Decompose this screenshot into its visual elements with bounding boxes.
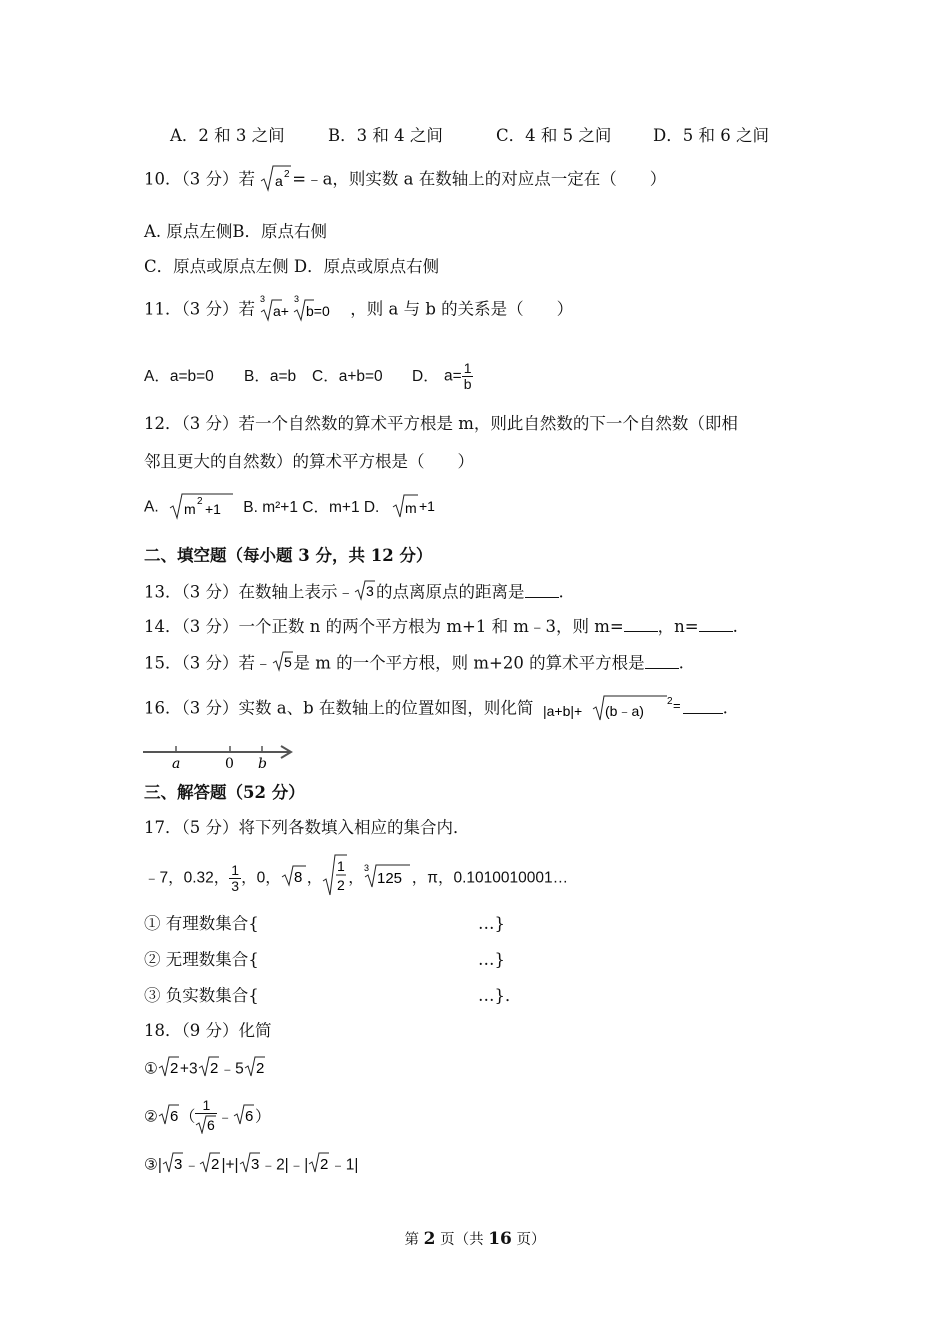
- q17-r125: 125: [376, 870, 402, 887]
- sqrt-6-b: [233, 1102, 255, 1133]
- q11-number: 11．（3 分）若: [144, 299, 255, 319]
- q14-pre: 14．（3 分）一个正数 n 的两个平方根为 m+1 和 m﹣3，则 m=: [144, 617, 624, 636]
- set-negative-label: ③ 负实数集合{: [144, 986, 259, 1005]
- sqrt-3-b: [239, 1150, 261, 1181]
- q11-option-d: D．: [412, 367, 439, 385]
- q17-numbers: [144, 853, 568, 904]
- q14-blank-n: [699, 617, 733, 632]
- q18-title: 18．（9 分）化简: [144, 1021, 272, 1040]
- set-negative-end: …}．: [478, 986, 522, 1005]
- footer-mid: 页（共: [435, 1232, 489, 1248]
- question-10: [144, 162, 666, 198]
- q18-e3-p2: ﹣: [183, 1156, 200, 1174]
- set-rational-label: ① 有理数集合{: [144, 914, 259, 933]
- q13-end: .: [558, 582, 564, 602]
- cbrt-125: [364, 861, 412, 896]
- q18-e1c: 2: [209, 1060, 218, 1077]
- q18-e2-den: 6: [207, 1117, 216, 1133]
- q17-frac-num: 1: [231, 862, 240, 878]
- q12-option-bcd: B. m²+1 C．m+1 D.: [243, 498, 380, 516]
- q16-expression: [543, 690, 683, 728]
- q15-blank: [645, 654, 679, 669]
- q12-options: [144, 488, 440, 527]
- q18-e3-p4: |+|: [221, 1156, 239, 1174]
- q18-e3-p0: |: [157, 1156, 162, 1174]
- q18-expr-1: [144, 1054, 266, 1085]
- q12-option-a: A.: [144, 498, 159, 516]
- q18-e3-p6: ﹣2|﹣|: [260, 1156, 309, 1174]
- q18-mark-3: ③: [144, 1156, 158, 1174]
- q18-e2-minus: ﹣: [217, 1108, 233, 1126]
- set-rational-end: …}: [478, 914, 505, 933]
- sqrt-a-squared: [260, 162, 292, 198]
- q18-e2-num: 1: [195, 1098, 217, 1114]
- q18-mark-1: ①: [144, 1060, 158, 1078]
- footer-total-pages: 16: [488, 1229, 512, 1249]
- q10-options-cd: C．原点或原点左侧 D．原点或原点右侧: [144, 257, 440, 276]
- set-irrational-end: …}: [478, 950, 505, 969]
- q13-radicand: 3: [366, 583, 374, 599]
- q11-option-d-lhs: a=: [444, 367, 462, 385]
- question-11: [144, 292, 573, 328]
- section-2-title: 二、填空题（每小题 3 分，共 12 分）: [144, 546, 433, 565]
- q18-e1e: 2: [255, 1060, 265, 1077]
- set-irrational-label: ② 无理数集合{: [144, 950, 259, 969]
- q11-option-c: C．a+b=0: [312, 367, 383, 385]
- sqrt-2-e: [308, 1150, 330, 1181]
- q12-plus-one: +1: [204, 501, 221, 517]
- q12-d-radicand: m: [404, 500, 417, 516]
- q15-radicand: 5: [283, 654, 292, 670]
- sqrt-8: [281, 863, 307, 894]
- q9-option-a: A．2 和 3 之间: [170, 126, 285, 145]
- q10-options-ab: A. 原点左侧B．原点右侧: [144, 222, 328, 241]
- footer-post: 页）: [511, 1232, 546, 1248]
- q18-e2-paren: （: [179, 1108, 196, 1126]
- q17-rf-den: 2: [337, 877, 346, 893]
- sqrt-m-squared-plus-1: [169, 488, 235, 527]
- q17-frac-den: 3: [231, 878, 240, 894]
- one-over-sqrt-6: [195, 1098, 217, 1137]
- q17-title: 17．（5 分）将下列各数填入相应的集合内．: [144, 818, 470, 837]
- question-15: [144, 650, 684, 678]
- q17-r8: 8: [293, 869, 303, 886]
- page-footer: [0, 1228, 950, 1249]
- q10-number: 10．（3 分）若: [144, 169, 255, 189]
- sqrt-6-den: [195, 1114, 217, 1137]
- q10-tail: =﹣a，则实数 a 在数轴上的对应点一定在（ ）: [292, 169, 667, 189]
- q11-expr-a: a+: [273, 303, 290, 319]
- q11-fraction: [462, 361, 474, 392]
- q9-options: [170, 125, 769, 147]
- q11-index-b: 3: [294, 294, 300, 304]
- q17-n1: ﹣7，0.32，: [144, 869, 230, 887]
- q12-line-2: 邻且更大的自然数）的算术平方根是（ ）: [144, 452, 474, 471]
- q9-option-b: B．3 和 4 之间: [328, 126, 443, 145]
- q9-option-c: C．4 和 5 之间: [496, 126, 612, 145]
- q17-idx: 3: [363, 863, 369, 873]
- q11-expr-b: b=0: [306, 303, 330, 319]
- q16-abs: |a+b|+: [542, 703, 582, 719]
- q11-options: [144, 361, 473, 392]
- sqrt-3-a: [162, 1150, 184, 1181]
- q18-e3-p7: 2: [320, 1156, 329, 1173]
- q16-radicand: (b﹣a): [604, 703, 644, 719]
- q16-blank: [683, 699, 723, 714]
- section-3-title: 三、解答题（52 分）: [144, 783, 305, 802]
- q12-line-1: 12．（3 分）若一个自然数的算术平方根是 m，则此自然数的下一个自然数（即相: [144, 414, 738, 433]
- q10-exponent: 2: [284, 169, 290, 180]
- q17-n2: ，0，: [241, 869, 281, 887]
- question-16: [144, 690, 728, 728]
- number-line-figure: [143, 740, 295, 772]
- cbrt-a-plus-cbrt-b: [260, 292, 350, 328]
- q11-frac-den: b: [463, 376, 472, 392]
- q17-c1: ，: [306, 869, 323, 887]
- q16-pre: 16．（3 分）实数 a、b 在数轴上的位置如图，则化简: [144, 698, 534, 718]
- sqrt-m-plus-1: [392, 489, 440, 526]
- q17-set-negative: [144, 985, 522, 1007]
- sqrt-2-c: [244, 1054, 266, 1085]
- q18-e3-p8: ﹣1|: [330, 1156, 359, 1174]
- q15-pre: 15．（3 分）若﹣: [144, 653, 272, 673]
- footer-pre: 第: [404, 1232, 424, 1248]
- sqrt-2-b: [198, 1054, 220, 1085]
- q15-end: .: [678, 653, 684, 673]
- q18-e1d: ﹣5: [219, 1060, 244, 1078]
- sqrt-one-half: [322, 853, 348, 904]
- footer-page-number: 2: [423, 1229, 436, 1249]
- sqrt-2-a: [158, 1054, 180, 1085]
- q17-n3: ，π，0.1010010001…: [411, 869, 569, 887]
- q18-e3-p5: 3: [250, 1156, 259, 1173]
- q11-index-a: 3: [260, 294, 266, 304]
- question-14: [144, 616, 738, 638]
- q18-e1b: +3: [179, 1060, 198, 1078]
- q11-option-a: A．a=b=0: [144, 367, 214, 385]
- q13-blank: [525, 583, 559, 598]
- q16-end: .: [722, 698, 728, 718]
- q18-e3-p1: 3: [173, 1156, 183, 1173]
- question-13: [144, 579, 564, 607]
- q13-pre: 13．（3 分）在数轴上表示﹣: [144, 582, 354, 602]
- q18-e2a: 6: [169, 1108, 179, 1125]
- q16-exponent: 2: [666, 696, 673, 707]
- q18-expr-2: [144, 1098, 270, 1137]
- q16-equals: =: [672, 698, 681, 713]
- q15-post: 是 m 的一个平方根，则 m+20 的算术平方根是: [293, 653, 645, 673]
- q11-option-b: B．a=b: [244, 367, 297, 385]
- q18-e2b: 6: [244, 1108, 254, 1125]
- q17-rf-num: 1: [337, 858, 346, 874]
- label-a: a: [172, 756, 181, 772]
- q18-mark-2: ②: [144, 1108, 158, 1126]
- q11-frac-num: 1: [463, 360, 472, 376]
- q17-set-rational: [144, 913, 505, 935]
- q14-mid: ，n=: [657, 617, 699, 636]
- q11-tail: ，则 a 与 b 的关系是（ ）: [350, 299, 574, 319]
- label-0: 0: [225, 756, 234, 772]
- sqrt-3: [354, 579, 376, 607]
- q18-expr-3: [144, 1150, 358, 1181]
- sqrt-5: [272, 650, 294, 678]
- q12-exponent: 2: [196, 496, 203, 507]
- sqrt-6-a: [158, 1102, 180, 1133]
- q14-end: .: [732, 617, 738, 636]
- q17-c2: ，: [348, 869, 364, 887]
- label-b: b: [258, 756, 267, 772]
- q12-radicand: m: [183, 501, 196, 517]
- q9-option-d: D．5 和 6 之间: [653, 126, 769, 145]
- q18-e3-p3: 2: [211, 1156, 220, 1173]
- sqrt-2-d: [199, 1150, 221, 1181]
- q14-blank-m: [624, 617, 658, 632]
- q18-e1a: 2: [169, 1060, 179, 1077]
- q10-radicand: a: [275, 173, 284, 189]
- q13-post: 的点离原点的距离是: [376, 582, 525, 602]
- fraction-1-3: [229, 863, 241, 894]
- q17-set-irrational: [144, 949, 505, 971]
- q12-d-tail: +1: [418, 498, 435, 514]
- q18-e2-close: ）: [254, 1108, 271, 1126]
